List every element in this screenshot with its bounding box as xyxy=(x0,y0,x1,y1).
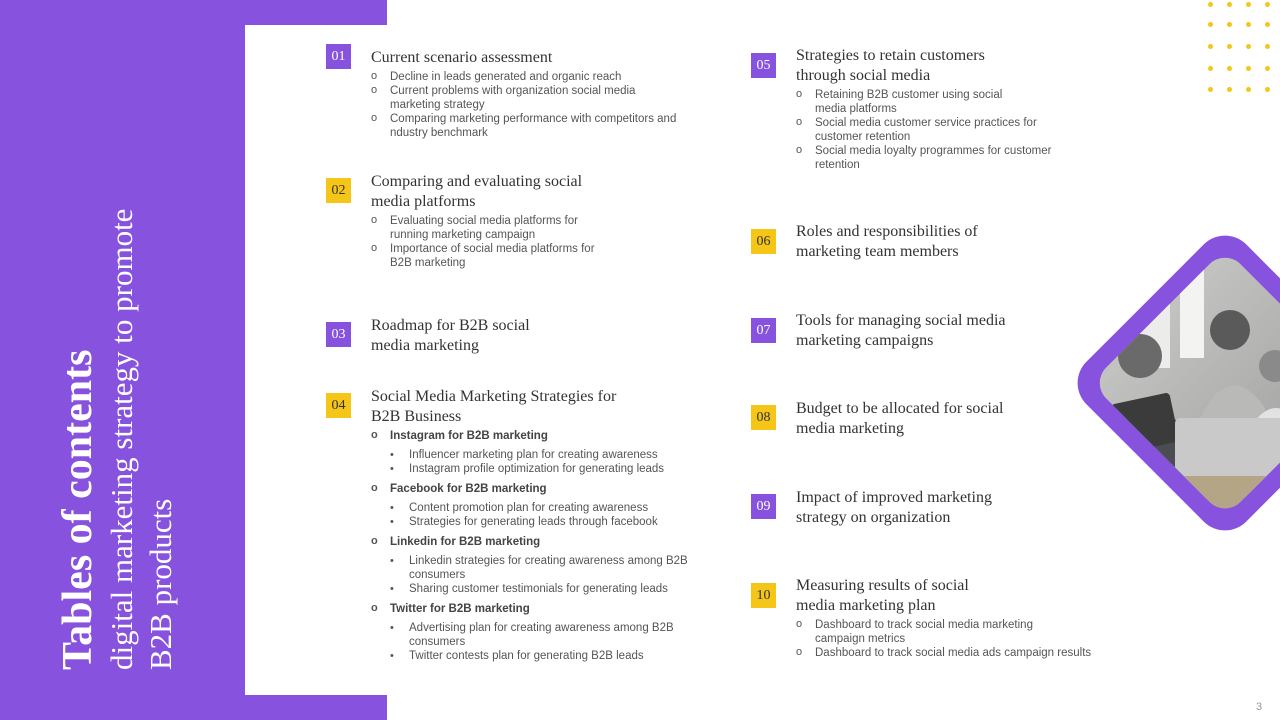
list-item: o Social media customer service practices for customer retention xyxy=(796,116,1056,144)
list-item: o Dashboard to track social media marketing campaign metrics xyxy=(796,618,1055,646)
section-title: Social Media Marketing Strategies for B2B Business xyxy=(371,388,617,425)
section-08 xyxy=(796,399,1016,439)
section-number-10: 10 xyxy=(751,583,776,608)
bullet-item: • Instagram profile optimization for generating leads xyxy=(371,462,701,476)
team-photo-icon xyxy=(1060,218,1280,548)
section-title: Budget to be allocated for social media marketing xyxy=(796,400,1004,437)
list-item: o Retaining B2B customer using social media platforms xyxy=(796,88,1035,116)
title-line-2: digital marketing strategy to promote xyxy=(104,208,139,670)
bullet-item: • Sharing customer testimonials for generating leads xyxy=(371,582,701,596)
bullet-item: • Twitter contests plan for generating B2B leads xyxy=(371,649,701,663)
bullet-item: • Influencer marketing plan for creating awareness xyxy=(371,448,701,462)
section-number-02: 02 xyxy=(326,178,351,203)
page-number: 3 xyxy=(1256,701,1263,713)
section-09 xyxy=(796,488,1026,528)
list-item: o Social media loyalty programmes for customer retention xyxy=(796,144,1056,172)
title-line-1: Tables of contents xyxy=(55,349,101,670)
list-item: o Importance of social media platforms for B2B marketing xyxy=(371,242,611,270)
section-04 xyxy=(371,387,701,663)
section-03 xyxy=(371,316,561,356)
section-number-03: 03 xyxy=(326,322,351,347)
section-title: Roadmap for B2B social media marketing xyxy=(371,317,530,354)
bullet-item: • Strategies for generating leads through facebook xyxy=(371,515,701,529)
vertical-title xyxy=(55,30,235,670)
sub-heading: o Linkedin for B2B marketing xyxy=(371,535,701,549)
bullet-item: • Content promotion plan for creating awareness xyxy=(371,501,701,515)
section-title: Current scenario assessment xyxy=(371,49,553,66)
section-01 xyxy=(371,48,681,140)
sub-heading: o Facebook for B2B marketing xyxy=(371,482,701,496)
bullet-item: • Advertising plan for creating awareness among B2B consumers xyxy=(371,621,701,649)
list-item: o Dashboard to track social media ads campaign results xyxy=(796,646,1126,660)
title-line-3: B2B products xyxy=(143,498,178,670)
sub-heading: o Twitter for B2B marketing xyxy=(371,602,701,616)
section-02 xyxy=(371,172,611,270)
list-item: o Evaluating social media platforms for running marketing campaign xyxy=(371,214,611,242)
section-title: Strategies to retain customers through social media xyxy=(796,47,985,84)
list-item: o Decline in leads generated and organic reach xyxy=(371,70,681,84)
bullet-item: • Linkedin strategies for creating awareness among B2B consumers xyxy=(371,554,701,582)
section-number-05: 05 xyxy=(751,53,776,78)
section-number-08: 08 xyxy=(751,405,776,430)
list-item: o Current problems with organization social media marketing strategy xyxy=(371,84,681,112)
section-number-07: 07 xyxy=(751,318,776,343)
list-item: o Comparing marketing performance with competitors and ndustry benchmark xyxy=(371,112,681,140)
section-06 xyxy=(796,222,1016,262)
section-05 xyxy=(796,46,1056,172)
section-number-06: 06 xyxy=(751,229,776,254)
section-10 xyxy=(796,576,1126,660)
section-title: Tools for managing social media marketing campaigns xyxy=(796,312,1006,349)
yellow-dot-grid xyxy=(1208,2,1274,94)
section-07 xyxy=(796,311,1016,351)
section-title: Comparing and evaluating social media platforms xyxy=(371,173,583,210)
section-title: Measuring results of social media marketing plan xyxy=(796,577,969,614)
section-number-09: 09 xyxy=(751,494,776,519)
section-number-04: 04 xyxy=(326,393,351,418)
section-title: Impact of improved marketing strategy on organization xyxy=(796,489,992,526)
section-number-01: 01 xyxy=(326,44,351,69)
section-title: Roles and responsibilities of marketing team members xyxy=(796,223,978,260)
sub-heading: o Instagram for B2B marketing xyxy=(371,429,701,443)
